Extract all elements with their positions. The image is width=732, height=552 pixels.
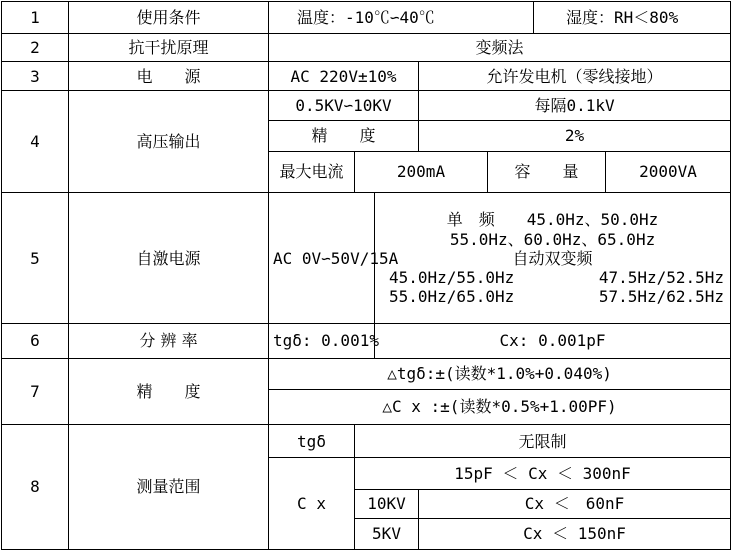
row-number: 4 (2, 91, 69, 193)
dual-frequency-value: 57.5Hz/62.5Hz (598, 287, 725, 307)
cx-range-all: 15pF ＜ Cx ＜ 300nF (355, 458, 731, 489)
table-row (2, 34, 731, 62)
table-row (2, 2, 731, 34)
table-row (2, 425, 731, 458)
item-label: 抗干扰原理 (69, 34, 269, 62)
hv-step: 每隔0.1kV (419, 91, 731, 120)
accuracy-cx: △C x :±(读数*0.5%+1.00PF) (269, 389, 731, 424)
hv-range: 0.5KV∽10KV (269, 91, 419, 120)
item-label: 测量范围 (69, 425, 269, 550)
humidity-cell: 湿度：RH＜80% (534, 2, 731, 34)
voltage-10kv: 10KV (355, 489, 419, 518)
row-number: 8 (2, 425, 69, 550)
row-number: 5 (2, 193, 69, 324)
item-label: 使用条件 (69, 2, 269, 34)
resolution-cx: Cx: 0.001pF (375, 324, 731, 358)
row-number: 3 (2, 62, 69, 91)
single-frequency-line-1: 单 频 45.0Hz、50.0Hz (446, 210, 659, 230)
dual-frequency-line-2 (379, 287, 726, 306)
power-supply-spec: AC 220V±10% (269, 62, 419, 91)
hv-accuracy-label: 精 度 (269, 120, 419, 151)
table-row (2, 62, 731, 91)
capacity-value: 2000VA (606, 151, 731, 193)
item-label: 电 源 (69, 62, 269, 91)
tg-label: tgδ (269, 425, 355, 458)
row-number: 1 (2, 2, 69, 34)
row-number: 7 (2, 358, 69, 425)
dual-frequency-title: 自动双变频 (512, 248, 593, 268)
item-label: 自激电源 (69, 193, 269, 324)
self-excited-spec: AC 0V∽50V/15A (269, 193, 375, 324)
power-supply-note: 允许发电机（零线接地） (419, 62, 731, 91)
voltage-5kv: 5KV (355, 518, 419, 549)
table-row (2, 91, 731, 120)
row-number: 6 (2, 324, 69, 358)
dual-frequency-value: 55.0Hz/65.0Hz (389, 287, 515, 307)
capacity-label: 容 量 (488, 151, 606, 193)
item-label: 精 度 (69, 358, 269, 425)
table-row (2, 324, 731, 358)
max-current-value: 200mA (355, 151, 488, 193)
item-label: 高压输出 (69, 91, 269, 193)
item-label: 分 辨 率 (69, 324, 269, 358)
dual-frequency-value: 47.5Hz/52.5Hz (598, 267, 725, 287)
anti-interference-value: 变频法 (269, 34, 731, 62)
dual-frequency-line-1 (379, 268, 726, 287)
frequency-list (375, 193, 731, 324)
temperature-cell: 温度：-10℃∽40℃ (269, 2, 534, 34)
cx-label: C x (269, 458, 355, 550)
specification-table (1, 1, 731, 550)
table-row (2, 193, 731, 324)
accuracy-tg: △tgδ:±(读数*1.0%+0.040%) (269, 358, 731, 389)
dual-frequency-value: 45.0Hz/55.0Hz (389, 267, 515, 287)
resolution-tg: tgδ: 0.001% (269, 324, 375, 358)
tg-range-value: 无限制 (355, 425, 731, 458)
cx-range-5kv: Cx ＜ 150nF (419, 518, 731, 549)
cx-range-10kv: Cx ＜ 60nF (419, 489, 731, 518)
single-frequency-line-2: 55.0Hz、60.0Hz、65.0Hz (449, 229, 656, 249)
table-row (2, 358, 731, 389)
row-number: 2 (2, 34, 69, 62)
hv-accuracy-value: 2% (419, 120, 731, 151)
max-current-label: 最大电流 (269, 151, 355, 193)
